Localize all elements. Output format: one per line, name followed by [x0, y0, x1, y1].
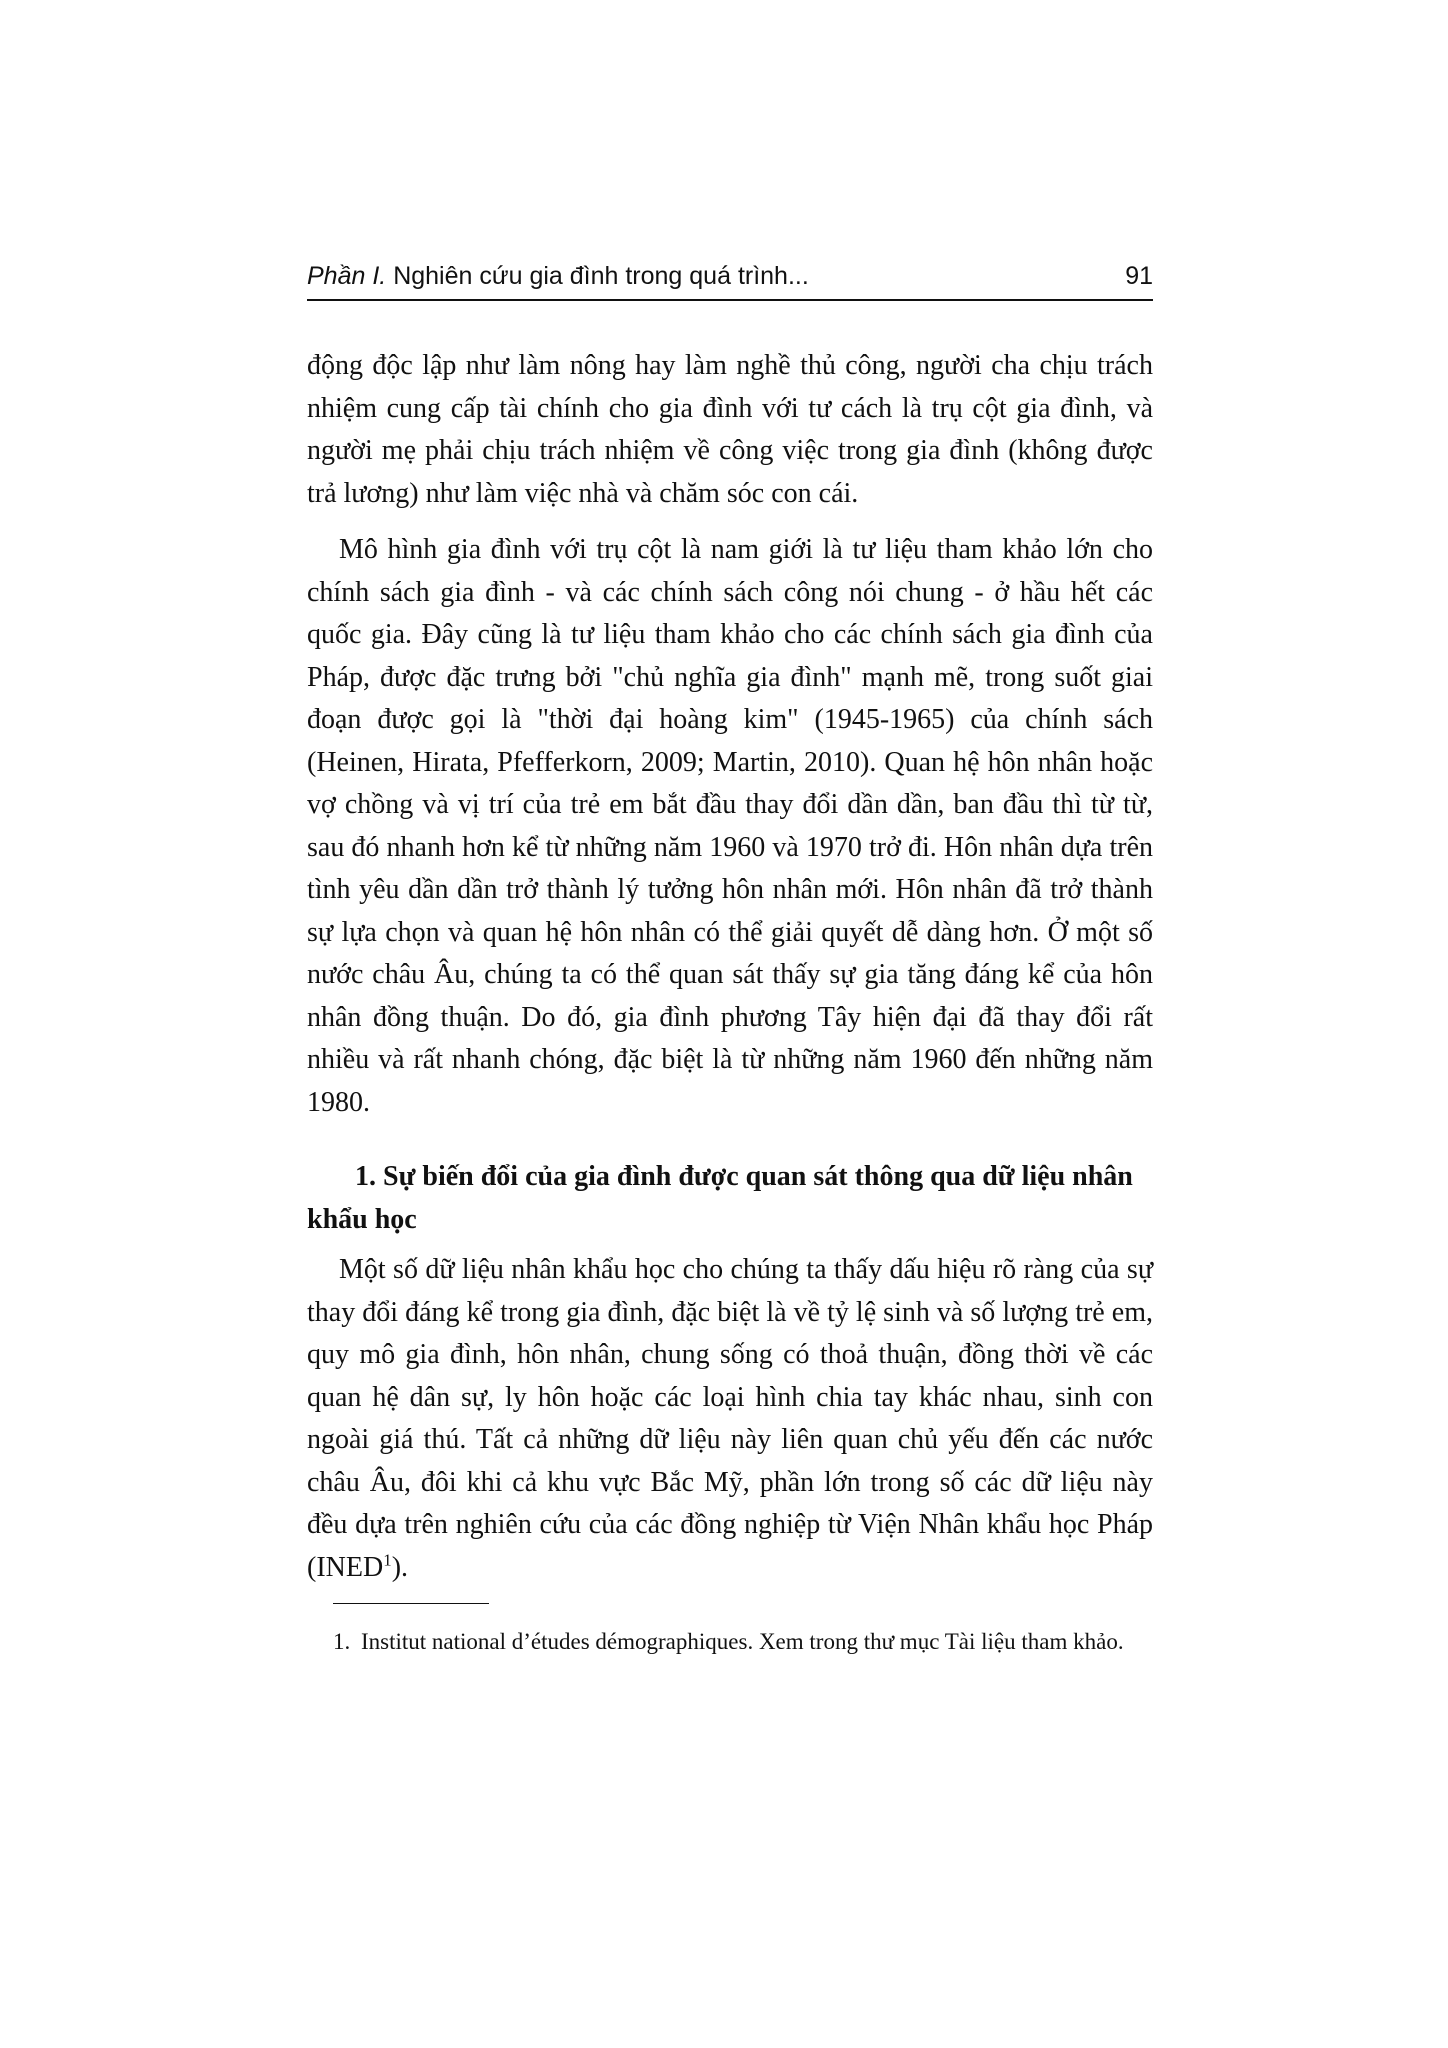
page-number: 91	[1125, 262, 1153, 290]
part-label: Phần I.	[307, 262, 387, 290]
running-header	[307, 258, 1153, 298]
footnote	[333, 1625, 1153, 1658]
footnotes	[333, 1625, 1153, 1658]
running-header-section	[307, 258, 809, 294]
paragraph-continued: động độc lập như làm nông hay làm nghề thủ công, người cha chịu trách nhiệm cung cấp tài chính cho gia đình với tư cách là trụ cột gia đình, và người mẹ phải chịu trách nhiệm về công việc trong gia đình (không được trả lương) như làm việc nhà và chăm sóc con cái.	[307, 350, 1153, 509]
paragraph-demographic-data	[307, 1249, 1153, 1589]
footnote-reference[interactable]: 1	[383, 1550, 392, 1570]
body-text	[307, 345, 1153, 1589]
part-title: Nghiên cứu gia đình trong quá trình...	[393, 262, 809, 290]
footnote-number: 1.	[333, 1629, 351, 1654]
paragraph-demographic-data-text: Một số dữ liệu nhân khẩu học cho chúng ta thấy dấu hiệu rõ ràng của sự thay đổi đáng kể trong gia đình, đặc biệt là về tỷ lệ sinh và số lượng trẻ em, quy mô gia đình, hôn nhân, chung sống có thoả thuận, đồng thời về các quan hệ dân sự, ly hôn hoặc các loại hình chia tay khác nhau, sinh con ngoài giá thú. Tất cả những dữ liệu này liên quan chủ yếu đến các nước châu Âu, đôi khi cả khu vực Bắc Mỹ, phần lớn trong số các dữ liệu này đều dựa trên nghiên cứu của các đồng nghiệp từ Viện Nhân khẩu học Pháp (INED	[307, 1254, 1153, 1583]
paragraph-male-breadwinner: Mô hình gia đình với trụ cột là nam giới là tư liệu tham khảo lớn cho chính sách gia đình - và các chính sách công nói chung - ở hầu hết các quốc gia. Đây cũng là tư liệu tham khảo cho các chính sách gia đình của Pháp, được đặc trưng bởi "chủ nghĩa gia đình" mạnh mẽ, trong suốt giai đoạn được gọi là "thời đại hoàng kim" (1945-1965) của chính sách (Heinen, Hirata, Pfefferkorn, 2009; Martin, 2010). Quan hệ hôn nhân hoặc vợ chồng và vị trí của trẻ em bắt đầu thay đổi dần dần, ban đầu thì từ từ, sau đó nhanh hơn kể từ những năm 1960 và 1970 trở đi. Hôn nhân dựa trên tình yêu dần dần trở thành lý tưởng hôn nhân mới. Hôn nhân đã trở thành sự lựa chọn và quan hệ hôn nhân có thể giải quyết dễ dàng hơn. Ở một số nước châu Âu, chúng ta có thể quan sát thấy sự gia tăng đáng kể của hôn nhân đồng thuận. Do đó, gia đình phương Tây hiện đại đã thay đổi rất nhiều và rất nhanh chóng, đặc biệt là từ những năm 1960 đến những năm 1980.	[307, 534, 1153, 1118]
section-heading: 1. Sự biến đổi của gia đình được quan sát thông qua dữ liệu nhân khẩu học	[307, 1161, 1133, 1235]
header-divider	[307, 299, 1153, 301]
footnote-divider	[333, 1603, 489, 1604]
paragraph-demographic-data-end: ).	[391, 1551, 409, 1583]
footnote-text: Institut national d’études démographiques. Xem trong thư mục Tài liệu tham khảo.	[361, 1629, 1124, 1654]
